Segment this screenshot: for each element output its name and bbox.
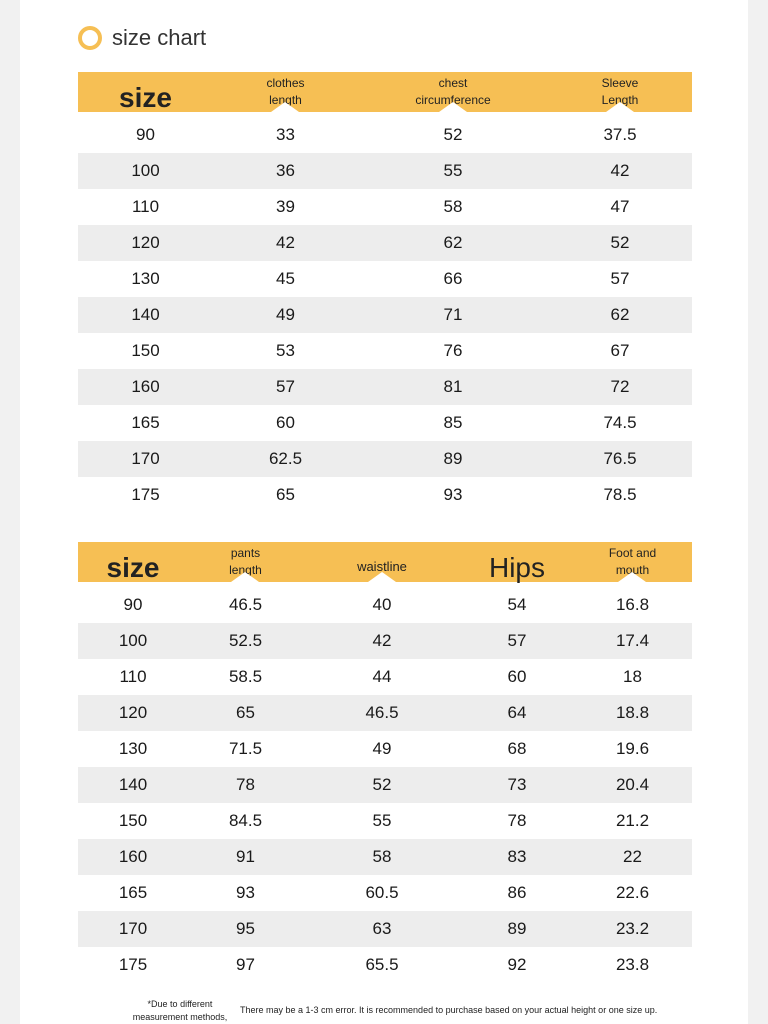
table-cell: 160 bbox=[131, 377, 160, 396]
table-cell: 120 bbox=[131, 233, 160, 252]
table-cell: 100 bbox=[118, 631, 148, 650]
table-cell: 95 bbox=[236, 919, 255, 938]
table-body bbox=[78, 117, 692, 513]
table-cell: 170 bbox=[131, 449, 160, 468]
table-cell: 17.4 bbox=[615, 631, 650, 650]
footnote bbox=[120, 998, 720, 1024]
table-row bbox=[78, 441, 692, 477]
column-header bbox=[461, 542, 573, 582]
table-cell: 78 bbox=[507, 811, 527, 830]
table-cell: 58 bbox=[443, 197, 463, 216]
table-cell: 47 bbox=[610, 197, 630, 216]
table-cell: 130 bbox=[131, 269, 160, 288]
table-body bbox=[78, 587, 692, 983]
table-cell: 76.5 bbox=[603, 449, 637, 468]
table-row bbox=[78, 297, 692, 333]
table-cell: 60.5 bbox=[365, 883, 399, 902]
table-cell: 52 bbox=[372, 775, 392, 794]
table-cell: 64 bbox=[507, 703, 527, 722]
table-cell: 55 bbox=[372, 811, 392, 830]
table-cell: 55 bbox=[443, 161, 463, 180]
column-header-label: Sleeve Length bbox=[601, 76, 639, 107]
table-row bbox=[78, 731, 692, 767]
table-cell: 71 bbox=[443, 305, 463, 324]
table-cell: 18.8 bbox=[615, 703, 650, 722]
table-cell: 60 bbox=[276, 413, 295, 432]
table-cell: 33 bbox=[276, 125, 295, 144]
table-cell: 65 bbox=[236, 703, 255, 722]
column-header-label: chest circumference bbox=[415, 76, 491, 107]
table-cell: 37.5 bbox=[603, 125, 637, 144]
footnote-right: There may be a 1-3 cm error. It is recommended to purchase based on your actual height or one size up. bbox=[240, 1005, 658, 1015]
column-header bbox=[78, 542, 188, 582]
table-row bbox=[78, 189, 692, 225]
table-cell: 130 bbox=[118, 739, 148, 758]
footnote-left: *Due to different measurement methods, bbox=[132, 999, 228, 1022]
table-cell: 76 bbox=[443, 341, 463, 360]
column-header bbox=[573, 542, 692, 582]
table-cell: 83 bbox=[507, 847, 527, 866]
table-cell: 16.8 bbox=[615, 595, 650, 614]
column-header-label: Hips bbox=[488, 552, 545, 583]
table-cell: 23.2 bbox=[615, 919, 650, 938]
circle-icon bbox=[78, 26, 102, 50]
table-cell: 58 bbox=[372, 847, 392, 866]
table-cell: 36 bbox=[276, 161, 295, 180]
table-row bbox=[78, 225, 692, 261]
table-cell: 58.5 bbox=[228, 667, 263, 686]
table-cell: 53 bbox=[276, 341, 295, 360]
table-cell: 45 bbox=[276, 269, 295, 288]
column-header-label: Foot and mouth bbox=[608, 546, 657, 577]
column-header-label: size bbox=[119, 82, 172, 113]
table-cell: 49 bbox=[276, 305, 295, 324]
table-cell: 120 bbox=[118, 703, 148, 722]
table-cell: 93 bbox=[236, 883, 255, 902]
table-row bbox=[78, 587, 692, 623]
table-row bbox=[78, 153, 692, 189]
table-cell: 42 bbox=[276, 233, 295, 252]
table-cell: 46.5 bbox=[365, 703, 399, 722]
table-cell: 63 bbox=[372, 919, 392, 938]
table-cell: 92 bbox=[507, 955, 527, 974]
table-cell: 140 bbox=[131, 305, 160, 324]
page-title: size chart bbox=[112, 25, 207, 50]
table-cell: 81 bbox=[443, 377, 463, 396]
table-row bbox=[78, 695, 692, 731]
table-cell: 57 bbox=[276, 377, 295, 396]
column-header bbox=[188, 542, 303, 582]
table-cell: 73 bbox=[507, 775, 527, 794]
table-row bbox=[78, 623, 692, 659]
table-row bbox=[78, 477, 692, 513]
table-cell: 22.6 bbox=[615, 883, 650, 902]
table-cell: 140 bbox=[118, 775, 148, 794]
column-header-label: clothes length bbox=[266, 76, 305, 107]
table-cell: 100 bbox=[131, 161, 160, 180]
table-cell: 71.5 bbox=[228, 739, 263, 758]
table-cell: 74.5 bbox=[603, 413, 637, 432]
table-cell: 18 bbox=[623, 667, 642, 686]
table-cell: 150 bbox=[118, 811, 148, 830]
table-cell: 39 bbox=[276, 197, 295, 216]
table-cell: 97 bbox=[236, 955, 255, 974]
column-header-label: waistline bbox=[357, 558, 407, 574]
table-cell: 21.2 bbox=[615, 811, 650, 830]
table-header bbox=[78, 72, 692, 112]
table-cell: 78 bbox=[236, 775, 255, 794]
table-row bbox=[78, 659, 692, 695]
table-row bbox=[78, 803, 692, 839]
table-cell: 49 bbox=[372, 739, 392, 758]
table-cell: 110 bbox=[119, 667, 147, 686]
table-cell: 54 bbox=[507, 595, 527, 614]
table-cell: 42 bbox=[372, 631, 392, 650]
table-cell: 62 bbox=[443, 233, 463, 252]
table-cell: 19.6 bbox=[615, 739, 650, 758]
table-row bbox=[78, 333, 692, 369]
table-cell: 72 bbox=[610, 377, 630, 396]
table-cell: 84.5 bbox=[228, 811, 263, 830]
table-cell: 52 bbox=[610, 233, 630, 252]
table-cell: 89 bbox=[443, 449, 463, 468]
table-row bbox=[78, 911, 692, 947]
table-cell: 65 bbox=[276, 485, 295, 504]
table-cell: 42 bbox=[610, 161, 630, 180]
table-cell: 57 bbox=[610, 269, 630, 288]
table-row bbox=[78, 261, 692, 297]
table-cell: 44 bbox=[372, 667, 392, 686]
table-cell: 110 bbox=[131, 197, 160, 216]
column-header bbox=[358, 72, 548, 112]
table-cell: 90 bbox=[136, 125, 155, 144]
table-cell: 150 bbox=[131, 341, 160, 360]
table-cell: 175 bbox=[131, 485, 160, 504]
table-cell: 78.5 bbox=[603, 485, 637, 504]
table-cell: 60 bbox=[507, 667, 527, 686]
table-cell: 62.5 bbox=[268, 449, 303, 468]
table-cell: 165 bbox=[118, 883, 148, 902]
table-cell: 165 bbox=[131, 413, 160, 432]
table-row bbox=[78, 767, 692, 803]
title-row bbox=[78, 22, 206, 54]
column-header bbox=[303, 542, 461, 582]
table-cell: 89 bbox=[507, 919, 527, 938]
table-cell: 62 bbox=[610, 305, 630, 324]
table-cell: 40 bbox=[372, 595, 392, 614]
table-cell: 68 bbox=[507, 739, 527, 758]
column-header bbox=[78, 72, 213, 112]
top-size-table bbox=[78, 72, 692, 513]
table-cell: 160 bbox=[118, 847, 148, 866]
table-cell: 23.8 bbox=[615, 955, 650, 974]
table-cell: 52.5 bbox=[228, 631, 263, 650]
table-row bbox=[78, 117, 692, 153]
table-cell: 46.5 bbox=[228, 595, 263, 614]
table-cell: 67 bbox=[610, 341, 630, 360]
bottom-size-table bbox=[78, 542, 692, 983]
column-header bbox=[548, 72, 692, 112]
table-header bbox=[78, 542, 692, 582]
table-row bbox=[78, 875, 692, 911]
table-cell: 66 bbox=[443, 269, 463, 288]
column-header-label: pants length bbox=[229, 546, 262, 577]
table-cell: 65.5 bbox=[365, 955, 399, 974]
table-row bbox=[78, 947, 692, 983]
table-row bbox=[78, 405, 692, 441]
table-row bbox=[78, 369, 692, 405]
table-cell: 86 bbox=[507, 883, 527, 902]
column-header-label: size bbox=[106, 552, 160, 583]
table-cell: 170 bbox=[118, 919, 148, 938]
table-row bbox=[78, 839, 692, 875]
table-cell: 91 bbox=[236, 847, 255, 866]
table-cell: 93 bbox=[443, 485, 463, 504]
table-cell: 85 bbox=[443, 413, 463, 432]
table-cell: 57 bbox=[507, 631, 527, 650]
table-cell: 90 bbox=[123, 595, 143, 614]
table-cell: 175 bbox=[118, 955, 148, 974]
column-header bbox=[213, 72, 358, 112]
table-cell: 22 bbox=[623, 847, 642, 866]
table-cell: 52 bbox=[443, 125, 463, 144]
size-chart-page bbox=[20, 0, 748, 1024]
table-cell: 20.4 bbox=[615, 775, 650, 794]
